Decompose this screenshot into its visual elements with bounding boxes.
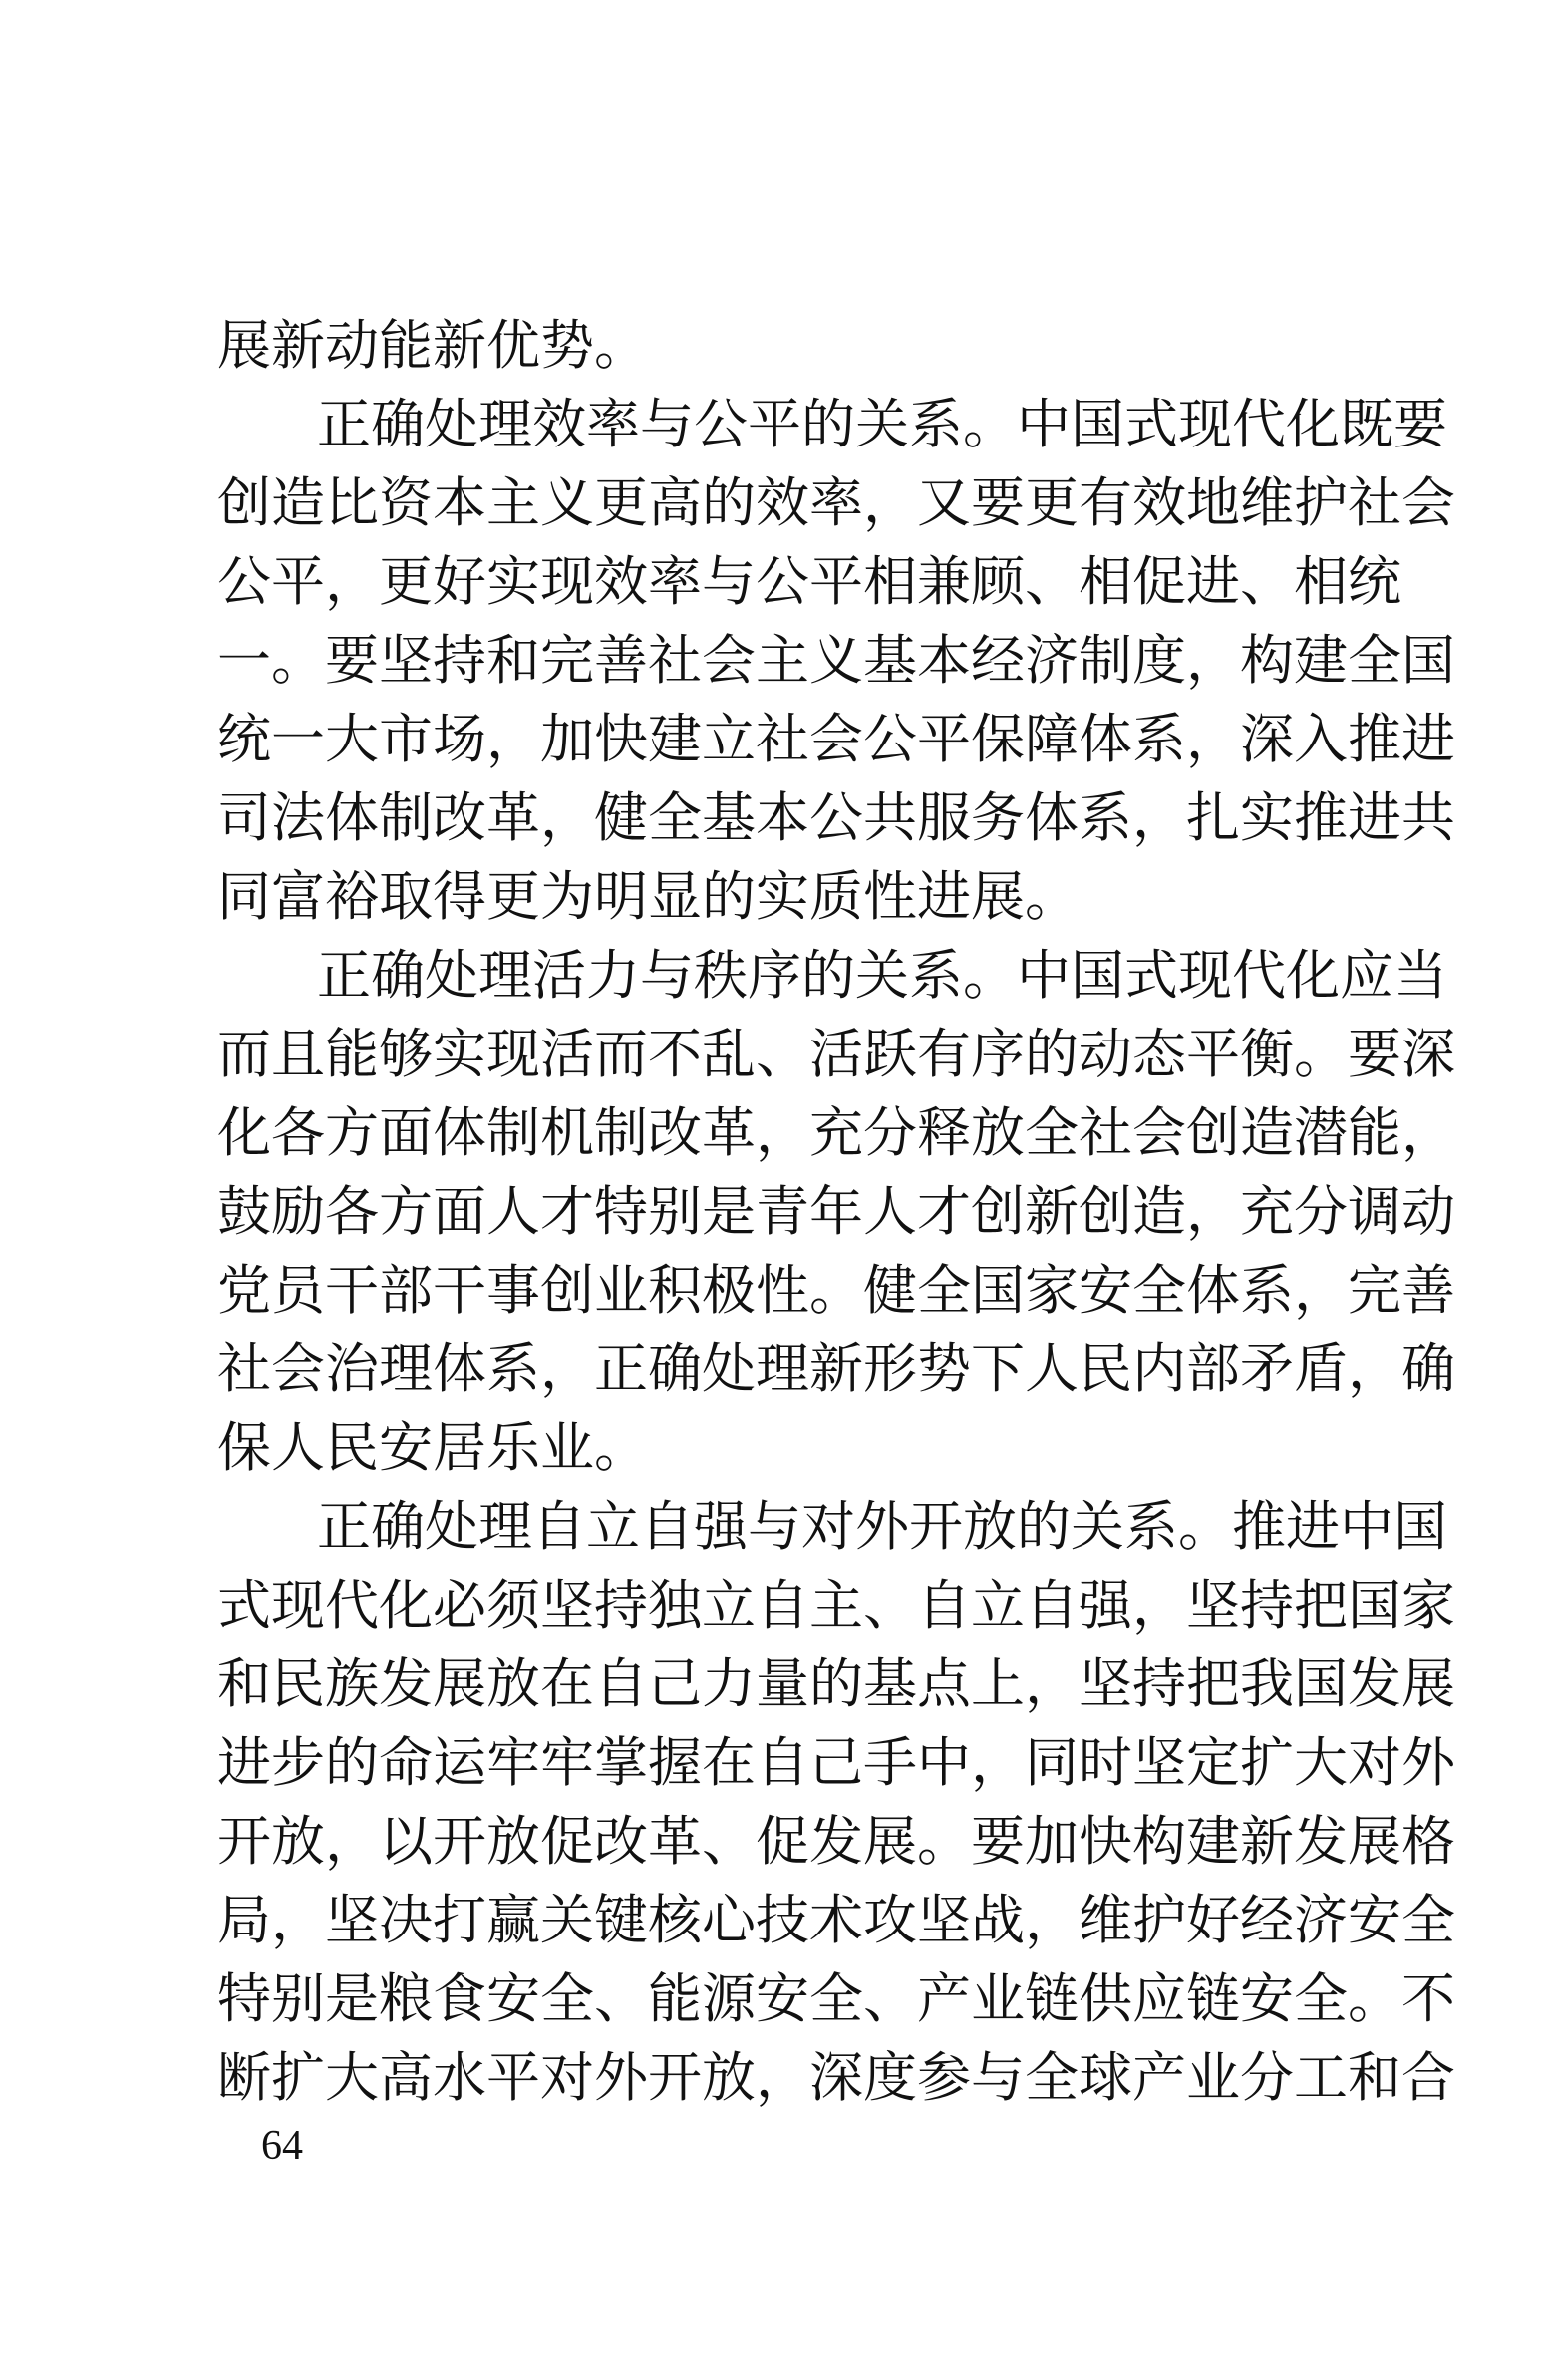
text-line: 同富裕取得更为明显的实质性进展。 [217,865,1079,928]
paragraph-first-line: 正确处理自立自强与对外开放的关系。推进中国 [317,1495,1447,1558]
text-line: 断扩大高水平对外开放，深度参与全球产业分工和合 [217,2046,1455,2109]
text-line: 公平，更好实现效率与公平相兼顾、相促进、相统 [217,550,1401,613]
text-line: 一。要坚持和完善社会主义基本经济制度，构建全国 [217,629,1455,692]
text-line: 统一大市场，加快建立社会公平保障体系，深入推进 [217,708,1455,770]
text-line: 开放，以开放促改革、促发展。要加快构建新发展格 [217,1810,1455,1873]
text-line: 进步的命运牢牢掌握在自己手中，同时坚定扩大对外 [217,1731,1455,1794]
text-line: 局，坚决打赢关键核心技术攻坚战，维护好经济安全 [217,1889,1455,1951]
text-line: 和民族发展放在自己力量的基点上，坚持把我国发展 [217,1652,1455,1715]
text-line: 展新动能新优势。 [217,314,648,377]
body-text [217,306,1455,2117]
paragraph-first-line: 正确处理活力与秩序的关系。中国式现代化应当 [317,944,1447,1007]
page-number: 64 [261,2123,303,2169]
paragraph-first-line: 正确处理效率与公平的关系。中国式现代化既要 [317,393,1447,455]
text-line: 式现代化必须坚持独立自主、自立自强，坚持把国家 [217,1574,1455,1636]
text-line: 化各方面体制机制改革，充分释放全社会创造潜能， [217,1101,1455,1164]
text-line: 司法体制改革，健全基本公共服务体系，扎实推进共 [217,786,1455,849]
text-line: 社会治理体系，正确处理新形势下人民内部矛盾，确 [217,1338,1455,1400]
text-line: 创造比资本主义更高的效率，又要更有效地维护社会 [217,471,1455,534]
text-line: 而且能够实现活而不乱、活跃有序的动态平衡。要深 [217,1023,1455,1085]
text-line: 保人民安居乐业。 [217,1416,648,1479]
text-line: 鼓励各方面人才特别是青年人才创新创造，充分调动 [217,1180,1455,1243]
text-line: 党员干部干事创业积极性。健全国家安全体系，完善 [217,1259,1455,1322]
text-line: 特别是粮食安全、能源安全、产业链供应链安全。不 [217,1967,1455,2030]
